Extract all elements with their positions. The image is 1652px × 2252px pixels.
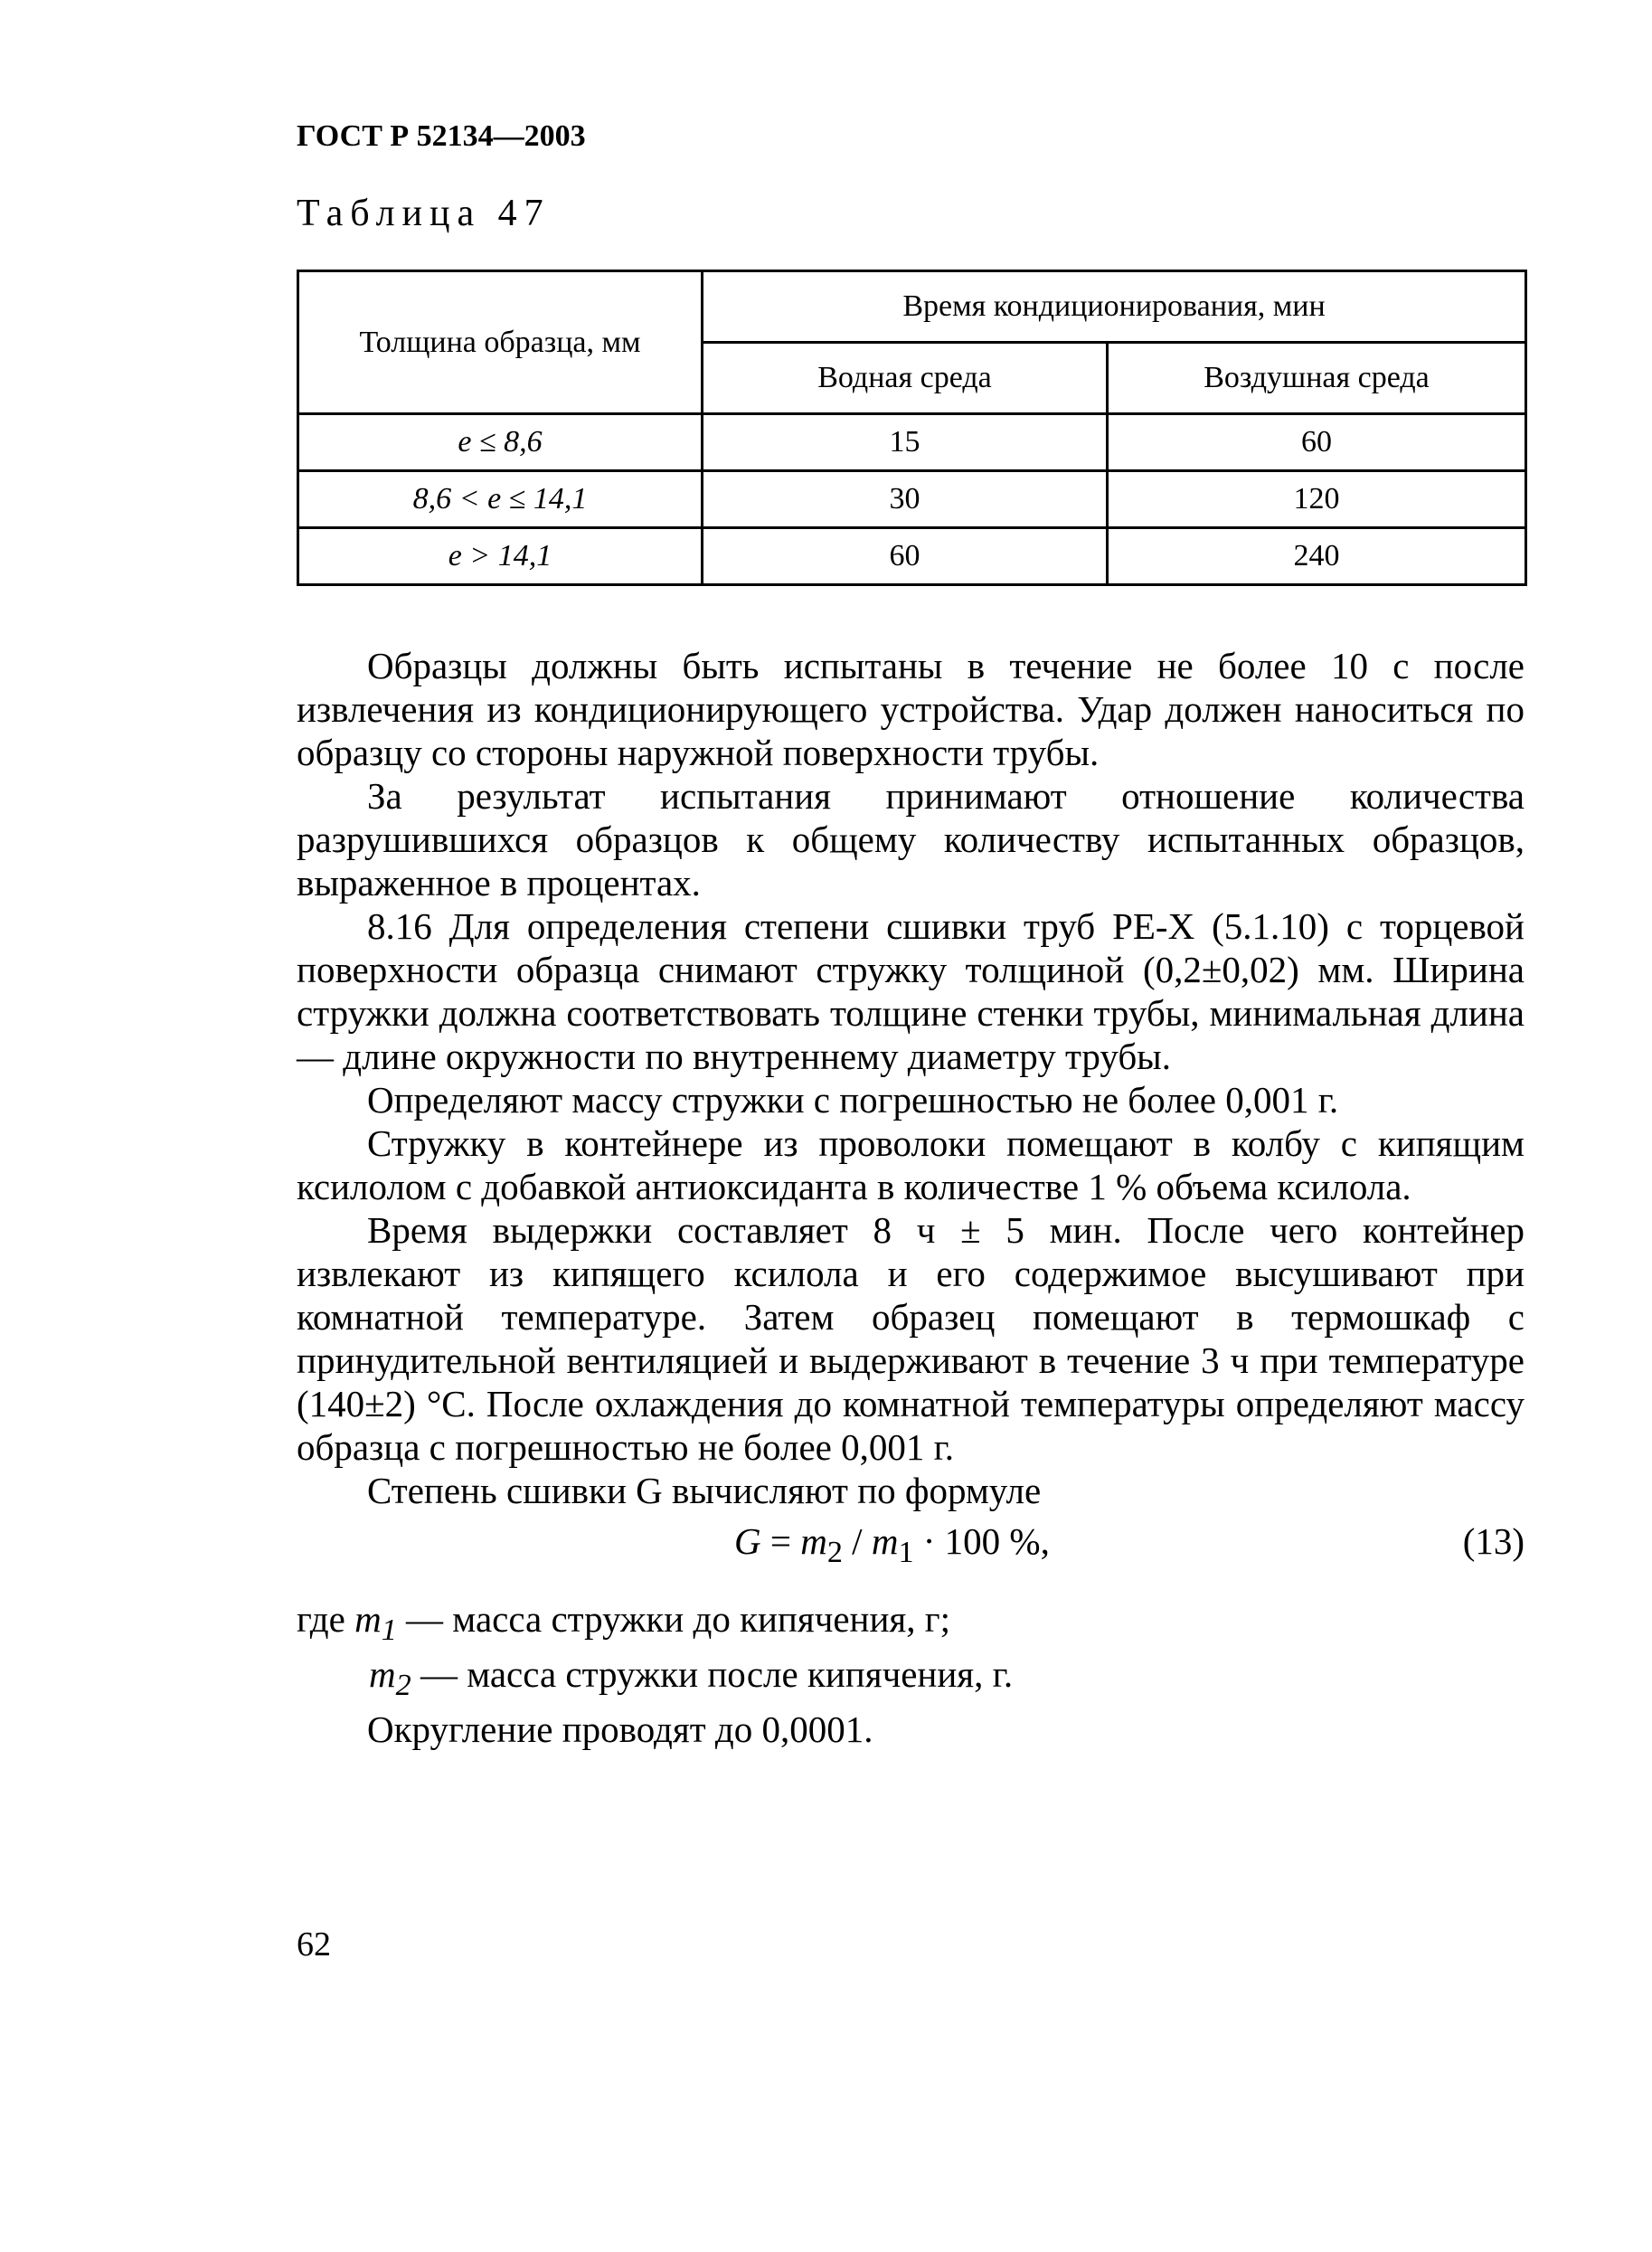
paragraph: Образцы должны быть испытаны в течение не более 10 с после извлечения из кондиционирующего устройства. Удар должен наноситься по образцу со стороны наружной поверхности трубы.	[297, 645, 1525, 773]
thickness-header: Толщина образца, мм	[298, 271, 703, 414]
water-time-cell: 15	[703, 414, 1108, 471]
conditioning-time-table	[297, 270, 1527, 586]
thickness-cell: e > 14,1	[298, 528, 703, 585]
conditioning-time-header: Время кондиционирования, мин	[703, 271, 1526, 343]
symbol-m1: $m_1$	[354, 1598, 397, 1648]
paragraph: Стружку в контейнере из проволоки помещают в колбу с кипящим ксилолом с добавкой антиоксиданта в количестве 1 % объема ксилола.	[297, 1122, 1525, 1207]
document-id: ГОСТ Р 52134—2003	[297, 119, 586, 153]
thickness-cell: e ≤ 8,6	[298, 414, 703, 471]
body-text	[297, 644, 1525, 1751]
air-time-cell: 120	[1108, 471, 1526, 528]
formula: $G = m_2 / m_1 \cdot 100$ %,	[734, 1520, 1050, 1570]
formula-row	[297, 1512, 1525, 1581]
paragraph: 8.16 Для определения степени сшивки труб PE-X (5.1.10) с торцевой поверхности образца снимают стружку толщиной (0,2±0,02) мм. Ширина стружки должна соответствовать толщине стенки трубы, минимальная длина — длине окружности по внутреннему диаметру трубы.	[297, 905, 1525, 1077]
legend-row-m2	[297, 1652, 1525, 1708]
paragraph: Степень сшивки G вычисляют по формуле	[367, 1470, 1042, 1511]
air-time-cell: 60	[1108, 414, 1526, 471]
legend-where: где	[297, 1598, 345, 1640]
air-medium-header: Воздушная среда	[1108, 343, 1526, 414]
legend-m2-description: — масса стружки после кипячения, г.	[420, 1653, 1014, 1696]
legend-row-m1	[297, 1597, 1525, 1652]
table-row	[298, 528, 1526, 585]
page-number: 62	[297, 1926, 331, 1963]
water-time-cell: 30	[703, 471, 1108, 528]
paragraph: Время выдержки составляет 8 ч ± 5 мин. После чего контейнер извлекают из кипящего ксилола и его содержимое высушивают при комнатной температуре. Затем образец помещают в термошкаф с принудительной вентиляцией и выдерживают в течение 3 ч при температуре (140±2) °С. После охлаждения до комнатной температуры определяют массу образца с погрешностью не более 0,001 г.	[297, 1209, 1525, 1468]
table-row	[298, 471, 1526, 528]
water-time-cell: 60	[703, 528, 1108, 585]
paragraph: За результат испытания принимают отношение количества разрушившихся образцов к общему количеству испытанных образцов, выраженное в процентах.	[297, 775, 1525, 904]
table-row	[298, 414, 1526, 471]
paragraph: Определяют массу стружки с погрешностью не более 0,001 г.	[367, 1079, 1339, 1121]
symbol-m2: $m_2$	[369, 1653, 411, 1703]
table-caption: Таблица 47	[297, 193, 551, 234]
water-medium-header: Водная среда	[703, 343, 1108, 414]
rounding-note: Округление проводят до 0,0001.	[367, 1708, 873, 1751]
legend-m1-description: — масса стружки до кипячения, г;	[406, 1598, 950, 1640]
equation-number: (13)	[1462, 1520, 1525, 1562]
thickness-cell: 8,6 < e ≤ 14,1	[298, 471, 703, 528]
formula-legend	[297, 1597, 1525, 1751]
air-time-cell: 240	[1108, 528, 1526, 585]
